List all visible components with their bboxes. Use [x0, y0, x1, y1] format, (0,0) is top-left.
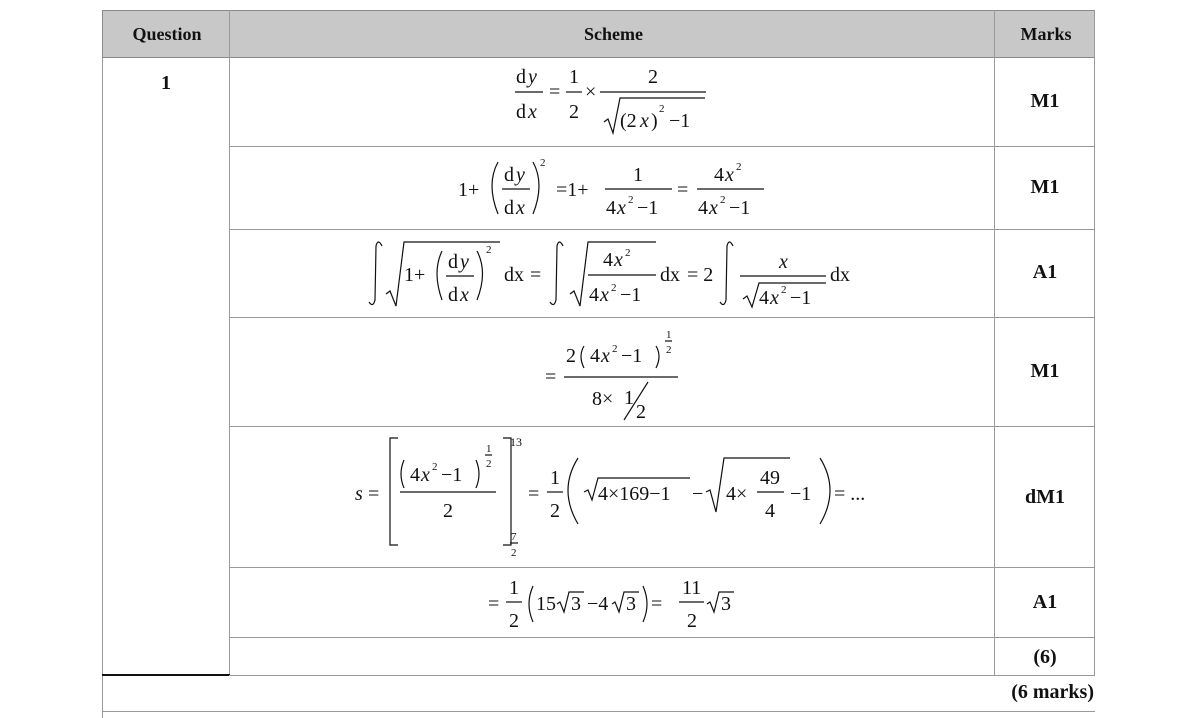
- svg-text:1: 1: [633, 164, 643, 186]
- svg-text:1: 1: [666, 329, 672, 341]
- svg-text:4: 4: [759, 287, 769, 309]
- svg-text:4: 4: [589, 284, 599, 306]
- svg-text:2: 2: [486, 458, 492, 470]
- svg-text:d: d: [516, 101, 526, 123]
- svg-text:x: x: [779, 251, 788, 273]
- svg-text:7: 7: [511, 531, 517, 543]
- svg-text:1: 1: [569, 66, 579, 88]
- svg-text:x: x: [421, 464, 430, 486]
- svg-text:3: 3: [571, 593, 581, 615]
- svg-text:4: 4: [590, 345, 600, 367]
- svg-text:y: y: [460, 251, 469, 273]
- svg-text:4: 4: [410, 464, 420, 486]
- svg-text:2: 2: [720, 194, 726, 206]
- svg-text:): ): [651, 110, 658, 132]
- formula-row-3: [369, 242, 850, 309]
- svg-text:= 2: = 2: [687, 264, 714, 286]
- svg-text:4×: 4×: [726, 483, 748, 505]
- svg-text:x: x: [770, 287, 779, 309]
- total-marks: (6 marks): [1011, 681, 1094, 703]
- svg-text:−4: −4: [587, 593, 609, 615]
- formula-row-4: [545, 329, 678, 423]
- svg-text:x: x: [725, 164, 734, 186]
- svg-text:2: 2: [636, 401, 646, 423]
- svg-text:=: =: [368, 483, 380, 505]
- svg-text:2: 2: [666, 344, 672, 356]
- svg-text:x: x: [614, 249, 623, 271]
- svg-text:=: =: [545, 366, 557, 388]
- svg-text:2: 2: [736, 161, 742, 173]
- svg-text:4×169−1: 4×169−1: [598, 483, 671, 505]
- svg-text:4: 4: [714, 164, 724, 186]
- svg-text:2: 2: [628, 194, 634, 206]
- svg-text:2: 2: [566, 345, 576, 367]
- svg-text:2: 2: [569, 101, 579, 123]
- svg-text:= ...: = ...: [834, 483, 866, 505]
- mark-row-2: M1: [1030, 176, 1060, 198]
- svg-text:x: x: [460, 284, 469, 306]
- svg-text:1: 1: [550, 467, 560, 489]
- svg-text:3: 3: [626, 593, 636, 615]
- svg-text:1: 1: [509, 577, 519, 599]
- question-header: Question: [132, 24, 202, 44]
- svg-text:2: 2: [781, 284, 787, 296]
- svg-text:=: =: [549, 81, 561, 103]
- svg-text:x: x: [709, 197, 718, 219]
- svg-text:x: x: [516, 197, 525, 219]
- svg-text:1: 1: [486, 443, 492, 455]
- svg-text:2: 2: [511, 547, 517, 559]
- svg-text:2: 2: [659, 103, 665, 115]
- svg-text:8×: 8×: [592, 388, 614, 410]
- marks-header: Marks: [1020, 24, 1072, 44]
- svg-text:4: 4: [603, 249, 613, 271]
- svg-text:d: d: [448, 251, 458, 273]
- svg-text:13: 13: [510, 435, 522, 449]
- svg-text:−1: −1: [790, 287, 812, 309]
- svg-text:−1: −1: [669, 110, 691, 132]
- svg-text:2: 2: [486, 244, 492, 256]
- svg-text:x: x: [640, 110, 649, 132]
- svg-text:=: =: [677, 179, 689, 201]
- svg-text:d: d: [504, 164, 514, 186]
- svg-text:49: 49: [760, 467, 780, 489]
- formula-row-6: [488, 577, 734, 632]
- svg-text:4: 4: [698, 197, 708, 219]
- formula-row-1: [515, 66, 706, 133]
- svg-text:2: 2: [443, 500, 453, 522]
- mark-row-4: M1: [1030, 360, 1060, 382]
- svg-text:y: y: [516, 164, 525, 186]
- svg-text:=: =: [488, 593, 500, 615]
- svg-text:2: 2: [432, 461, 438, 473]
- svg-text:x: x: [601, 345, 610, 367]
- svg-text:d: d: [504, 197, 514, 219]
- svg-text:dx: dx: [504, 264, 524, 286]
- svg-text:2: 2: [611, 282, 617, 294]
- formula-row-2: [458, 157, 764, 219]
- mark-row-3: A1: [1032, 261, 1058, 283]
- svg-text:4: 4: [765, 500, 775, 522]
- svg-text:dx: dx: [830, 264, 850, 286]
- svg-text:2: 2: [612, 343, 618, 355]
- svg-text:x: x: [600, 284, 609, 306]
- svg-text:d: d: [448, 284, 458, 306]
- svg-text:s: s: [355, 483, 363, 505]
- svg-text:2: 2: [648, 66, 658, 88]
- svg-text:=: =: [528, 483, 540, 505]
- svg-text:−1: −1: [620, 284, 642, 306]
- svg-text:2: 2: [625, 247, 631, 259]
- svg-text:3: 3: [721, 593, 731, 615]
- svg-text:=: =: [530, 264, 542, 286]
- formula-row-5: [355, 435, 865, 559]
- svg-text:(2: (2: [620, 110, 637, 132]
- svg-text:×: ×: [585, 81, 597, 103]
- svg-text:−1: −1: [637, 197, 659, 219]
- mark-row-1: M1: [1030, 90, 1060, 112]
- svg-text:x: x: [528, 101, 537, 123]
- svg-text:1: 1: [624, 387, 634, 409]
- svg-text:=: =: [651, 593, 663, 615]
- svg-text:y: y: [528, 66, 537, 88]
- svg-text:dx: dx: [660, 264, 680, 286]
- mark-row-subtotal: (6): [1033, 646, 1057, 668]
- scheme-header: Scheme: [584, 24, 643, 44]
- svg-text:2: 2: [687, 610, 697, 632]
- svg-text:2: 2: [540, 157, 546, 169]
- svg-text:−1: −1: [621, 345, 643, 367]
- svg-text:2: 2: [509, 610, 519, 632]
- svg-text:1+: 1+: [458, 179, 480, 201]
- svg-text:=1+: =1+: [556, 179, 589, 201]
- svg-text:4: 4: [606, 197, 616, 219]
- svg-text:−1: −1: [441, 464, 463, 486]
- svg-text:−: −: [692, 483, 704, 505]
- svg-text:−1: −1: [790, 483, 812, 505]
- svg-text:−1: −1: [729, 197, 751, 219]
- svg-text:15: 15: [536, 593, 556, 615]
- svg-text:11: 11: [682, 577, 702, 599]
- svg-text:x: x: [617, 197, 626, 219]
- mark-row-5: dM1: [1025, 486, 1065, 508]
- mark-row-6: A1: [1032, 591, 1058, 613]
- svg-text:2: 2: [550, 500, 560, 522]
- svg-text:1+: 1+: [404, 264, 426, 286]
- svg-text:d: d: [516, 66, 526, 88]
- question-number: 1: [161, 72, 171, 94]
